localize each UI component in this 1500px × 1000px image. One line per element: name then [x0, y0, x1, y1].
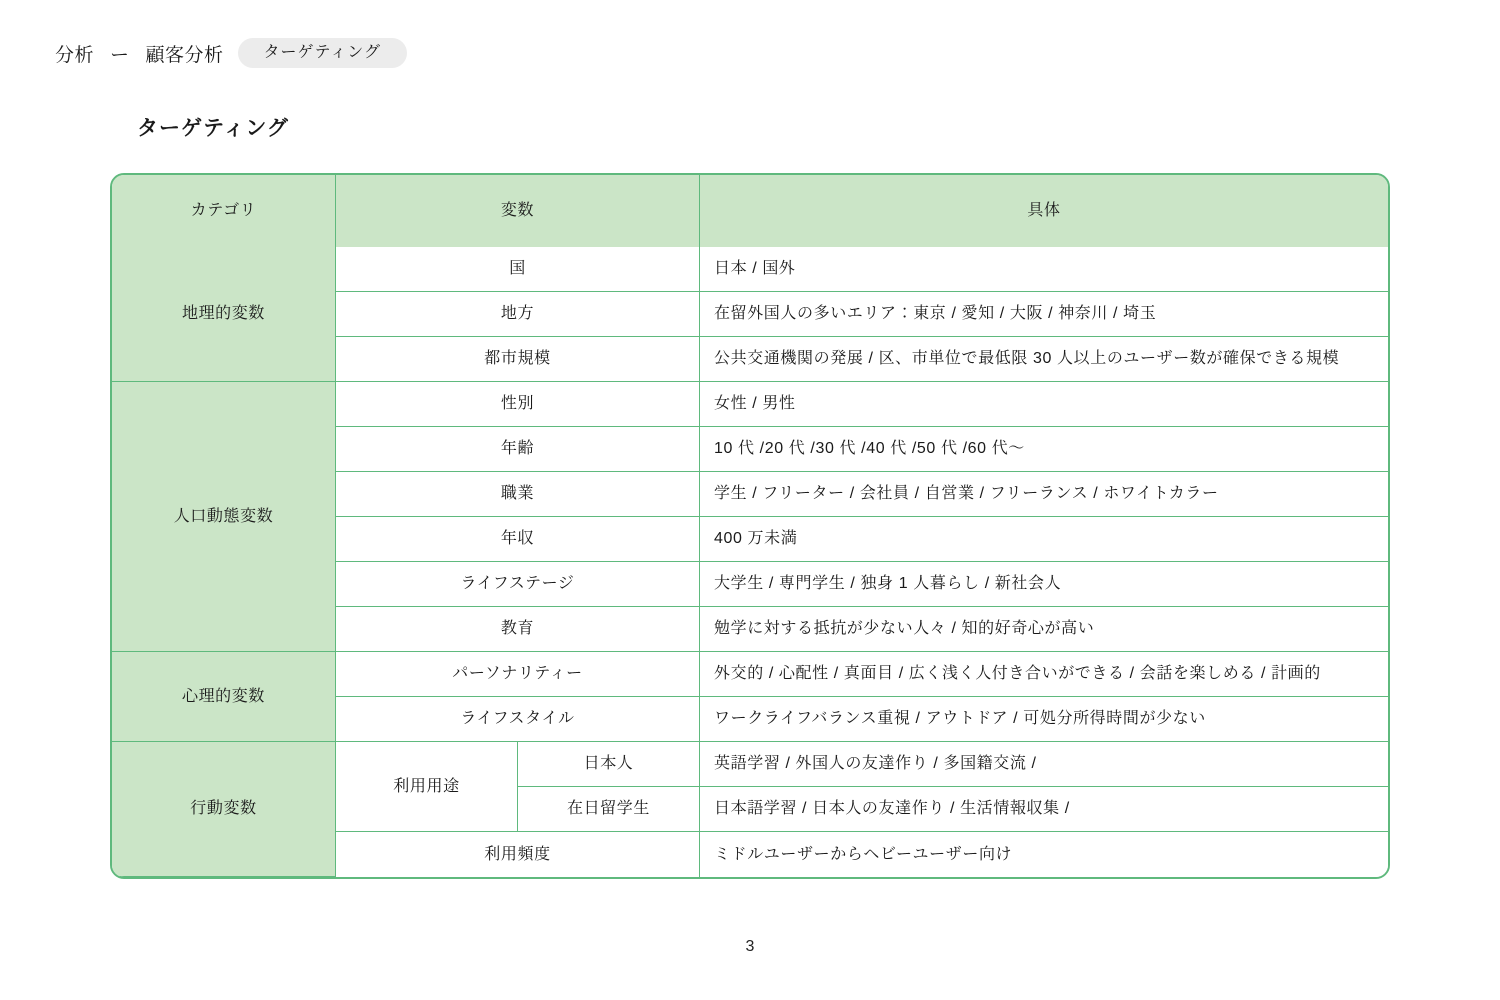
category-cell: 行動変数 [112, 742, 336, 877]
variable-cell: 利用用途 [336, 742, 518, 832]
variable-cell: 国 [336, 247, 700, 292]
targeting-table-container [110, 173, 1390, 879]
detail-cell: 400 万未満 [700, 517, 1388, 562]
breadcrumb [55, 38, 407, 68]
detail-cell: 女性 / 男性 [700, 382, 1388, 427]
detail-cell: 英語学習 / 外国人の友達作り / 多国籍交流 / [700, 742, 1388, 787]
category-cell: 人口動態変数 [112, 382, 336, 652]
breadcrumb-badge[interactable]: ターゲティング [238, 38, 407, 68]
detail-cell: 日本語学習 / 日本人の友達作り / 生活情報収集 / [700, 787, 1388, 832]
column-header-detail: 具体 [700, 175, 1388, 247]
variable-cell: ライフステージ [336, 562, 700, 607]
variable-cell: 年収 [336, 517, 700, 562]
column-header-category: カテゴリ [112, 175, 336, 247]
targeting-table [110, 173, 1390, 879]
detail-cell: 10 代 /20 代 /30 代 /40 代 /50 代 /60 代〜 [700, 427, 1388, 472]
breadcrumb-root[interactable]: 分析 [55, 44, 95, 66]
detail-cell: 学生 / フリーター / 会社員 / 自営業 / フリーランス / ホワイトカラー [700, 472, 1388, 517]
table-row [112, 382, 1388, 427]
table-header-row [112, 175, 1388, 247]
detail-cell: 在留外国人の多いエリア：東京 / 愛知 / 大阪 / 神奈川 / 埼玉 [700, 292, 1388, 337]
variable-cell: パーソナリティー [336, 652, 700, 697]
page-number: 3 [745, 938, 755, 955]
detail-cell: ワークライフバランス重視 / アウトドア / 可処分所得時間が少ない [700, 697, 1388, 742]
column-header-variable: 変数 [336, 175, 700, 247]
detail-cell: 公共交通機関の発展 / 区、市単位で最低限 30 人以上のユーザー数が確保できる規模 [700, 337, 1388, 382]
table-row [112, 652, 1388, 697]
variable-cell: 都市規模 [336, 337, 700, 382]
variable-cell: 性別 [336, 382, 700, 427]
sub-variable-cell: 在日留学生 [518, 787, 700, 832]
variable-cell: 地方 [336, 292, 700, 337]
sub-variable-cell: 日本人 [518, 742, 700, 787]
table-row [112, 247, 1388, 292]
variable-cell: 職業 [336, 472, 700, 517]
variable-cell: ライフスタイル [336, 697, 700, 742]
variable-cell: 年齢 [336, 427, 700, 472]
table-body [112, 247, 1388, 877]
category-cell: 心理的変数 [112, 652, 336, 742]
detail-cell: 勉学に対する抵抗が少ない人々 / 知的好奇心が高い [700, 607, 1388, 652]
detail-cell: ミドルユーザーからヘビーユーザー向け [700, 832, 1388, 877]
breadcrumb-separator: ー [110, 44, 130, 66]
page-title: ターゲティング [137, 117, 289, 140]
detail-cell: 外交的 / 心配性 / 真面目 / 広く浅く人付き合いができる / 会話を楽しめる / 計画的 [700, 652, 1388, 697]
table-header [112, 175, 1388, 247]
breadcrumb-section[interactable]: 顧客分析 [145, 44, 224, 66]
variable-cell: 教育 [336, 607, 700, 652]
detail-cell: 日本 / 国外 [700, 247, 1388, 292]
detail-cell: 大学生 / 専門学生 / 独身 1 人暮らし / 新社会人 [700, 562, 1388, 607]
table-row [112, 742, 1388, 787]
variable-cell: 利用頻度 [336, 832, 700, 877]
category-cell: 地理的変数 [112, 247, 336, 382]
